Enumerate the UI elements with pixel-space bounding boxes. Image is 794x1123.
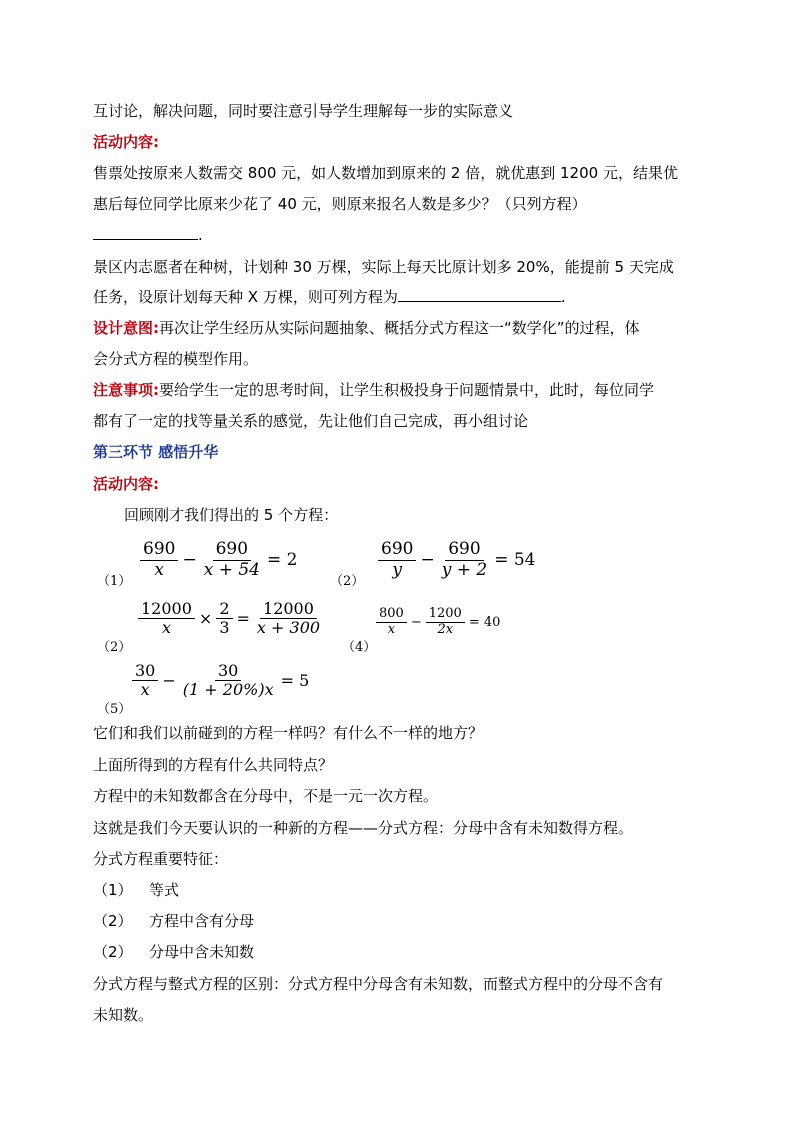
- problem2-line1: 景区内志愿者在种树，计划种 30 万棵，实际上每天比原计划多 20%，能提前 5 天完成: [93, 258, 674, 276]
- equation-4: $\frac{800}{x}$ − $\frac{1200}{2x}$ = 40: [376, 607, 504, 638]
- question-line: 它们和我们以前碰到的方程一样吗？有什么不一样的地方？: [93, 724, 484, 742]
- equation-3: $\frac{12000}{x}$ × $\frac{2}{3}$ = $\frac{12000}{x + 300}$: [138, 600, 323, 638]
- equation-label: （4）: [342, 640, 377, 655]
- question-line: 上面所得到的方程有什么共同特点？: [93, 756, 334, 774]
- difference-line2: 未知数。: [93, 1006, 154, 1024]
- answer-blank[interactable]: [398, 287, 561, 302]
- design-intent-line1: 设计意图:再次让学生经历从实际问题抽象、概括分式方程这一“数学化”的过程，体: [93, 319, 640, 337]
- difference-line1: 分式方程与整式方程的区别：分式方程中分母含有未知数，而整式方程中的分母不含有: [93, 975, 664, 993]
- features-heading: 分式方程重要特征：: [93, 850, 229, 868]
- equation-5: $\frac{30}{x}$ − $\frac{30}{(1 + 20\%)x}$ = 5: [132, 662, 313, 700]
- definition-line: 这就是我们今天要认识的一种新的方程——分式方程：分母中含有未知数得方程。: [93, 819, 634, 837]
- problem2-line2: 任务，设原计划每天种 X 万棵，则可列方程为 .: [93, 288, 566, 306]
- equation-label: （2）: [97, 640, 132, 655]
- design-intent-line2: 会分式方程的模型作用。: [93, 350, 259, 368]
- activity-label: 活动内容:: [93, 475, 159, 493]
- equation-1: $\frac{690}{x}$ − $\frac{690}{x + 54}$ = 2: [140, 540, 301, 580]
- note-line1: 注意事项:要给学生一定的思考时间，让学生积极投身于问题情景中，此时，每位同学: [93, 381, 655, 399]
- problem1-line2: 惠后每位同学比原来少花了 40 元，则原来报名人数是多少？（只列方程）: [93, 195, 587, 213]
- answer-line: 方程中的未知数都含在分母中，不是一元一次方程。: [93, 787, 439, 805]
- feature-item: （2） 分母中含未知数: [93, 943, 255, 961]
- equation-label: （1）: [97, 574, 132, 589]
- problem1-line1: 售票处按原来人数需交 800 元，如人数增加到原来的 2 倍，就优惠到 1200 元，结果优: [93, 164, 678, 182]
- text-line: 互讨论，解决问题，同时要注意引导学生理解每一步的实际意义: [93, 102, 514, 120]
- answer-blank[interactable]: [93, 225, 198, 240]
- problem1-answer-line: .: [93, 225, 705, 245]
- feature-item: （2） 方程中含有分母: [93, 912, 255, 930]
- feature-item: （1） 等式: [93, 881, 180, 899]
- equation-2: $\frac{690}{y}$ − $\frac{690}{y + 2}$ = 54: [378, 540, 539, 580]
- note-line2: 都有了一定的找等量关系的感觉，先让他们自己完成，再小组讨论: [93, 412, 529, 430]
- equation-label: （5）: [97, 702, 132, 717]
- review-line: 回顾刚才我们得出的 5 个方程：: [124, 506, 339, 524]
- section-title: 第三环节 感悟升华: [93, 443, 219, 461]
- equation-label: （2）: [330, 574, 365, 589]
- activity-label: 活动内容:: [93, 133, 159, 151]
